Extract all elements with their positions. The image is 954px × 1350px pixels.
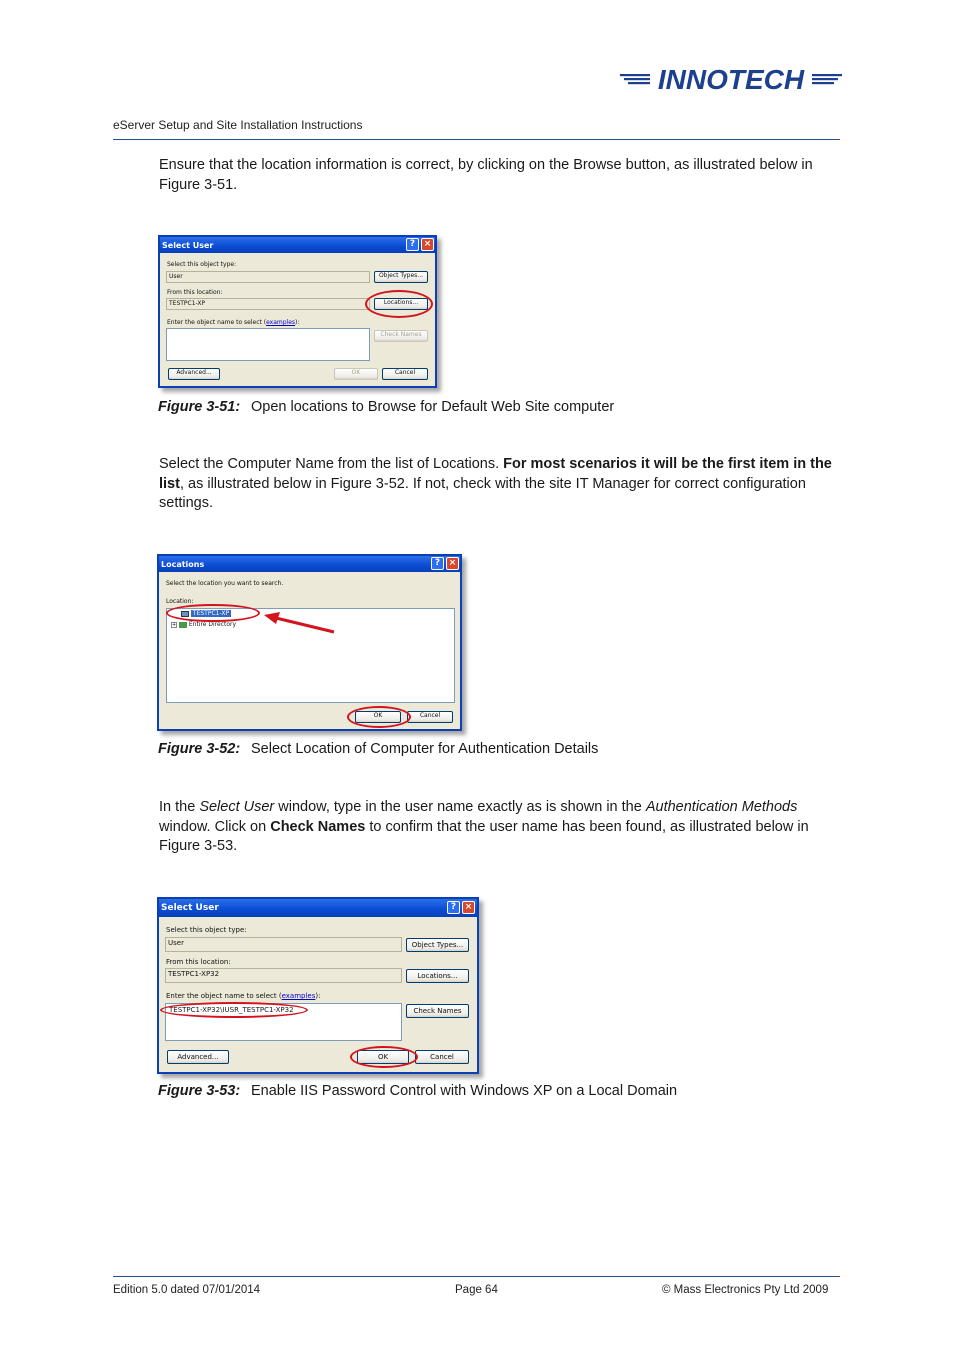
object-type-label: Select this object type: (167, 261, 237, 268)
highlight-oval (160, 1002, 308, 1018)
figure-3-53-caption (158, 1083, 677, 1099)
object-types-button[interactable]: Object Types... (374, 271, 428, 283)
check-names-button[interactable]: Check Names (374, 330, 428, 342)
figure-caption-text: Select Location of Computer for Authentication Details (251, 741, 599, 757)
close-icon[interactable]: × (421, 238, 434, 251)
dialog-titlebar (159, 556, 460, 572)
ok-button[interactable]: OK (334, 368, 378, 380)
dialog-titlebar (159, 899, 477, 917)
check-names-button[interactable]: Check Names (406, 1004, 469, 1018)
close-icon[interactable]: × (462, 901, 475, 914)
paragraph-2: Select the Computer Name from the list of Locations. For most scenarios it will be the first item in the list, as illustrated below in Figure 3-52. If not, check with the site IT Manager for correct configuration settings. (159, 456, 832, 511)
figure-3-51-caption (158, 399, 614, 415)
dialog-titlebar (160, 237, 435, 253)
object-types-button[interactable]: Object Types... (406, 938, 469, 952)
paragraph-3: In the Select User window, type in the user name exactly as is shown in the Authentication Methods window. Click on Check Names to confirm that the user name has been found, as illustrated below in Figure 3-53. (159, 799, 809, 854)
enter-object-label: Enter the object name to select (examples): (167, 319, 300, 326)
paragraph-1: Ensure that the location information is correct, by clicking on the Browse button, as illustrated below in Figure 3-51. (159, 157, 813, 193)
advanced-button[interactable]: Advanced... (168, 368, 220, 380)
figure-3-52-caption (158, 741, 598, 757)
close-icon[interactable]: × (446, 557, 459, 570)
object-type-label: Select this object type: (166, 926, 247, 934)
location-field: TESTPC1-XP (166, 298, 370, 310)
footer-page-number: Page 64 (455, 1284, 498, 1296)
innotech-logo (620, 62, 842, 96)
highlight-oval (347, 706, 411, 728)
highlight-oval (350, 1046, 418, 1068)
arrow-icon (262, 610, 338, 636)
tree-item-label: TESTPC1-XP (192, 610, 230, 617)
footer-edition: Edition 5.0 dated 07/01/2014 (113, 1284, 261, 1296)
examples-link[interactable]: examples (266, 319, 296, 326)
tree-item-label: Entire Directory (188, 621, 237, 628)
cancel-button[interactable]: Cancel (415, 1050, 469, 1064)
location-label: From this location: (166, 958, 231, 966)
object-name-input[interactable] (166, 328, 370, 361)
highlight-oval (365, 290, 433, 318)
object-type-field: User (166, 271, 370, 283)
object-name-input[interactable]: TESTPC1-XP32\IUSR_TESTPC1-XP32 (165, 1003, 402, 1041)
help-icon[interactable]: ? (431, 557, 444, 570)
object-type-field: User (165, 937, 402, 952)
dialog-title: Select User (161, 903, 219, 913)
locations-dialog (157, 554, 462, 731)
directory-icon (179, 622, 187, 628)
location-field: TESTPC1-XP32 (165, 968, 402, 983)
tree-item-directory[interactable] (171, 621, 236, 630)
select-user-dialog-2 (157, 897, 479, 1074)
ok-button[interactable]: OK (357, 1050, 409, 1064)
instruction-text: Select the location you want to search. (166, 580, 284, 587)
figure-label: Figure 3-52: (158, 741, 241, 757)
expand-icon[interactable]: + (172, 621, 177, 628)
cancel-button[interactable]: Cancel (382, 368, 428, 380)
location-label: From this location: (167, 289, 223, 296)
figure-label: Figure 3-53: (158, 1083, 241, 1099)
document-title: eServer Setup and Site Installation Instructions (113, 118, 363, 132)
ok-button[interactable]: OK (355, 711, 401, 723)
cancel-button[interactable]: Cancel (407, 711, 453, 723)
footer-copyright: © Mass Electronics Pty Ltd 2009 (662, 1284, 829, 1296)
help-icon[interactable]: ? (406, 238, 419, 251)
highlight-oval (166, 604, 260, 622)
header-rule (113, 139, 840, 140)
locations-button[interactable]: Locations... (406, 969, 469, 983)
svg-text:INNOTECH: INNOTECH (657, 64, 805, 95)
footer-rule (113, 1276, 840, 1277)
help-icon[interactable]: ? (447, 901, 460, 914)
examples-link[interactable]: examples (281, 992, 316, 1000)
locations-button[interactable]: Locations... (374, 298, 428, 310)
enter-object-label: Enter the object name to select (examples): (166, 992, 321, 1000)
location-label: Location: (166, 598, 194, 605)
dialog-title: Select User (162, 241, 214, 250)
figure-caption-text: Open locations to Browse for Default Web Site computer (251, 399, 615, 415)
figure-label: Figure 3-51: (158, 399, 241, 415)
dialog-title: Locations (161, 560, 205, 569)
figure-caption-text: Enable IIS Password Control with Windows XP on a Local Domain (251, 1083, 678, 1099)
advanced-button[interactable]: Advanced... (167, 1050, 229, 1064)
